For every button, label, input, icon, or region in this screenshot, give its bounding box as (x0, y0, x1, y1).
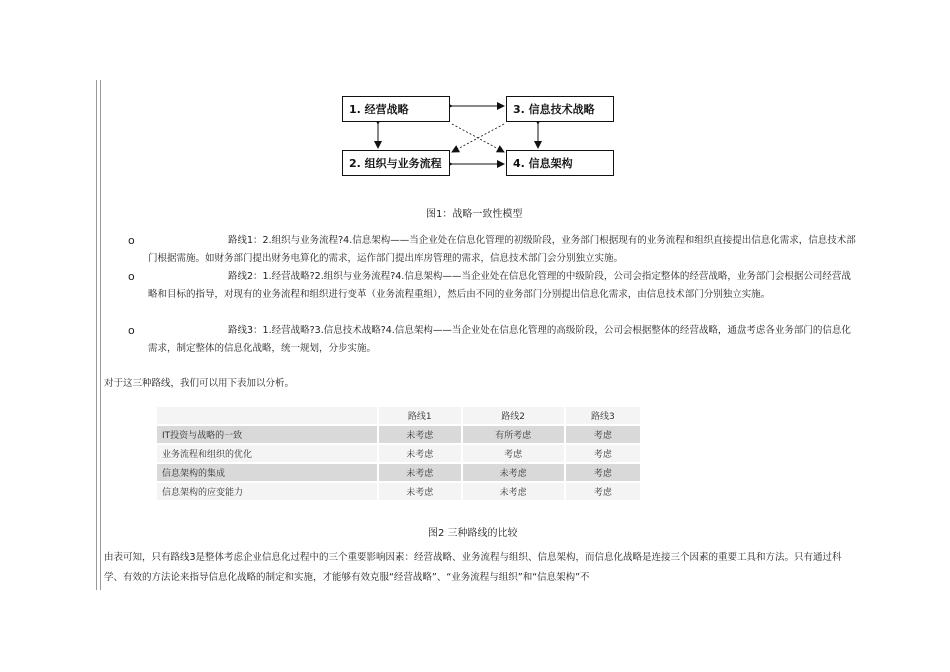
table-cell: 考虑 (463, 445, 564, 462)
table-row (157, 445, 640, 462)
table-header-cell: 路线3 (566, 407, 640, 424)
table-row (157, 464, 640, 481)
table-cell: 考虑 (566, 464, 640, 481)
page-left-border (96, 80, 101, 590)
box-business-strategy: 1. 经营战略 (342, 96, 450, 122)
bullet-marker: o (128, 270, 135, 283)
table-cell: 信息架构的集成 (157, 464, 377, 481)
table-row (157, 483, 640, 500)
table-row (157, 426, 640, 443)
strategy-alignment-diagram (338, 92, 618, 186)
route-label: 路线2： (228, 271, 263, 282)
conclusion-paragraph: 由表可知，只有路线3是整体考虑企业信息化过程中的三个重要影响因素：经营战略、业务流程与组织、信息架构，而信息化战略是连接三个因素的重要工具和方法。只有通过科学、有效的方法论来指导信息化战略的制定和实施，才能够有效克服“经营战略”、“业务流程与组织”和“信息架构”不 (104, 552, 842, 583)
table-cell: 未考虑 (379, 426, 460, 443)
table-header-cell (157, 407, 377, 424)
route-item-3 (128, 322, 858, 358)
table-header-cell: 路线1 (379, 407, 460, 424)
table-cell: 考虑 (566, 483, 640, 500)
route-item-2 (128, 268, 858, 304)
box-organization-process: 2. 组织与业务流程 (342, 150, 450, 176)
route-item-1 (128, 232, 858, 268)
table-cell: IT投资与战略的一致 (157, 426, 377, 443)
figure2-caption: 图2 三种路线的比较 (428, 528, 518, 539)
table-cell: 未考虑 (463, 464, 564, 481)
route-label: 路线1： (228, 235, 263, 246)
table-intro-text: 对于这三种路线，我们可以用下表加以分析。 (104, 378, 295, 389)
route-label: 路线3： (228, 325, 263, 336)
table-cell: 有所考虑 (463, 426, 564, 443)
box-information-architecture: 4. 信息架构 (506, 150, 614, 176)
table-header-cell: 路线2 (463, 407, 564, 424)
box-it-strategy: 3. 信息技术战略 (506, 96, 614, 122)
table-cell: 信息架构的应变能力 (157, 483, 377, 500)
comparison-table (155, 405, 642, 502)
route-text: 2.组织与业务流程?4.信息架构——当企业处在信息化管理的初级阶段，业务部门根据现有的业务流程和组织直接提出信息化需求，信息技术部门根据需施。如财务部门提出财务电算化的需求，运作部门提出库房管理的需求，信息技术部门会分别独立实施。 (148, 235, 856, 264)
table-cell: 未考虑 (379, 464, 460, 481)
table-cell: 考虑 (566, 426, 640, 443)
bullet-marker: o (128, 234, 135, 247)
route-text: 1.经营战略?2.组织与业务流程?4.信息架构——当企业处在信息化管理的中级阶段，公司会指定整体的经营战略，业务部门会根据公司经营战略和目标的指导，对现有的业务流程和组织进行变革（业务流程重组），然后由不同的业务部门分别提出信息化需求，由信息技术部门分别独立实施。 (148, 271, 851, 300)
route-text: 1.经营战略?3.信息技术战略?4.信息架构——当企业处在信息化管理的高级阶段，公司会根据整体的经营战略，通盘考虑各业务部门的信息化需求，制定整体的信息化战略，统一规划，分步实施。 (148, 325, 851, 354)
table-cell: 未考虑 (379, 483, 460, 500)
table-cell: 未考虑 (463, 483, 564, 500)
figure1-caption: 图1：战略一致性模型 (426, 209, 523, 220)
table-cell: 未考虑 (379, 445, 460, 462)
bullet-marker: o (128, 324, 135, 337)
table-cell: 考虑 (566, 445, 640, 462)
table-header-row (157, 407, 640, 424)
table-cell: 业务流程和组织的优化 (157, 445, 377, 462)
